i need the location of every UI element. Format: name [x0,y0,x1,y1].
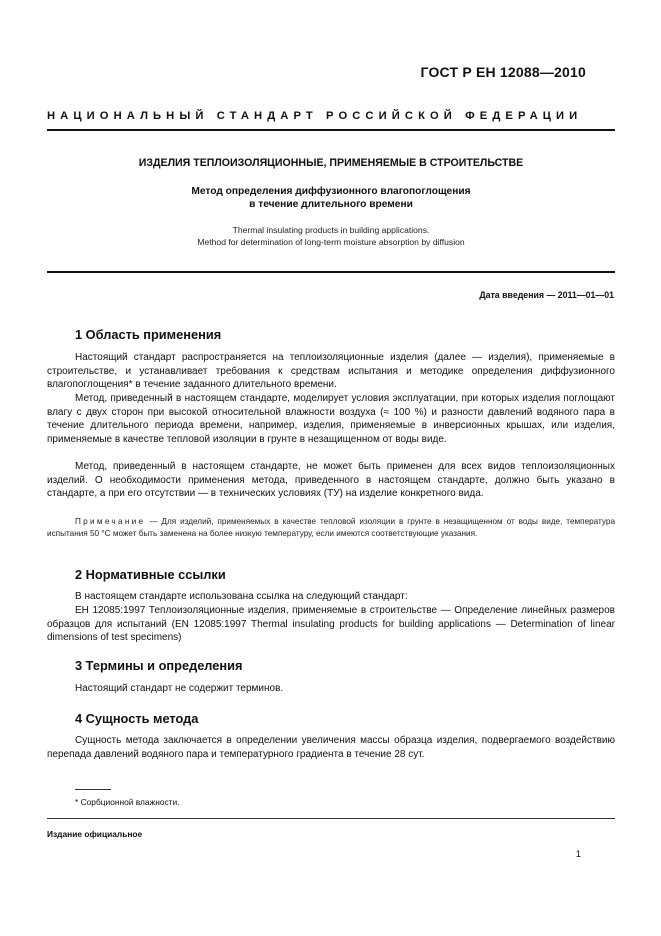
section-1-paragraph-1: Настоящий стандарт распространяется на теплоизоляционные изделия (далее — изделия), применяемые в строительстве, и устанавливает требования к средствам испытания и методике определения диффузионного влагопоглощения* в течение заданного длительного времени. [47,352,615,391]
english-title [47,224,615,248]
note-label: Примечание [75,517,146,526]
section-1-heading: 1 Область применения [75,327,222,342]
standard-code: ГОСТ Р ЕН 12088—2010 [420,64,586,80]
title-rule [47,271,615,273]
footnote-rule [75,789,111,790]
section-2-paragraph-2: ЕН 12085:1997 Теплоизоляционные изделия, применяемые в строительстве — Определение линейных размеров образцов для испытаний (EN 12085:1997 Thermal insulating products for building applications — Determination of linear dimensions of test specimens) [47,605,615,644]
section-2-heading: 2 Нормативные ссылки [75,567,226,582]
section-4-paragraph-1: Сущность метода заключается в определении увеличения массы образца изделия, подвергаемого воздействию перепада давлений водяного пара и температурного градиента в течение 28 сут. [47,735,615,760]
introduction-date: Дата введения — 2011—01—01 [479,290,614,300]
subtitle-line-2: в течение длительного времени [249,199,413,210]
footer-rule [47,818,615,819]
page-number: 1 [575,849,581,860]
document-title: ИЗДЕЛИЯ ТЕПЛОИЗОЛЯЦИОННЫЕ, ПРИМЕНЯЕМЫЕ В СТРОИТЕЛЬСТВЕ [138,157,524,169]
section-3-paragraph-1: Настоящий стандарт не содержит терминов. [75,683,284,694]
section-1-paragraph-2: Метод, приведенный в настоящем стандарте, моделирует условия эксплуатации, при которых изделия поглощают влагу с двух сторон при высокой относительной влажности воздуха (≈ 100 %) и разности давлений водяного пара в течение длительного периода времени, например, изделия, применяемые в инверсионных крышах, или изделия, применяемые в качестве тепловой изоляции в грунте в незащищенном от воды виде. [47,393,615,445]
official-edition: Издание официальное [47,829,143,839]
english-title-line-1: Thermal insulating products in building applications. [232,225,430,235]
header-rule [47,129,615,131]
subtitle-line-1: Метод определения диффузионного влагопоглощения [191,186,471,197]
section-1-paragraph-3: Метод, приведенный в настоящем стандарте, не может быть применен для всех видов теплоизоляционных изделий. О необходимости применения метода, приведенного в настоящем стандарте, должно быть указано в стандарте, а при его отсутствии — в технических условиях (ТУ) на изделие конкретного вида. [47,461,615,500]
section-2-paragraph-1: В настоящем стандарте использована ссылка на следующий стандарт: [75,591,408,602]
english-title-line-2: Method for determination of long-term moisture absorption by diffusion [197,237,465,247]
national-standard-title: НАЦИОНАЛЬНЫЙ СТАНДАРТ РОССИЙСКОЙ ФЕДЕРАЦИИ [47,110,583,122]
section-4-heading: 4 Сущность метода [75,711,199,726]
footnote: * Сорбционной влажности. [75,797,180,807]
document-subtitle [47,185,615,211]
section-3-heading: 3 Термины и определения [75,658,243,673]
section-1-note [47,516,615,540]
note-text: — Для изделий, применяемых в качестве тепловой изоляции в грунте в незащищенном от воды виде, температура испытания 50 °С может быть заменена на более низкую температуру, если имеются соответствующие указания. [47,517,615,538]
